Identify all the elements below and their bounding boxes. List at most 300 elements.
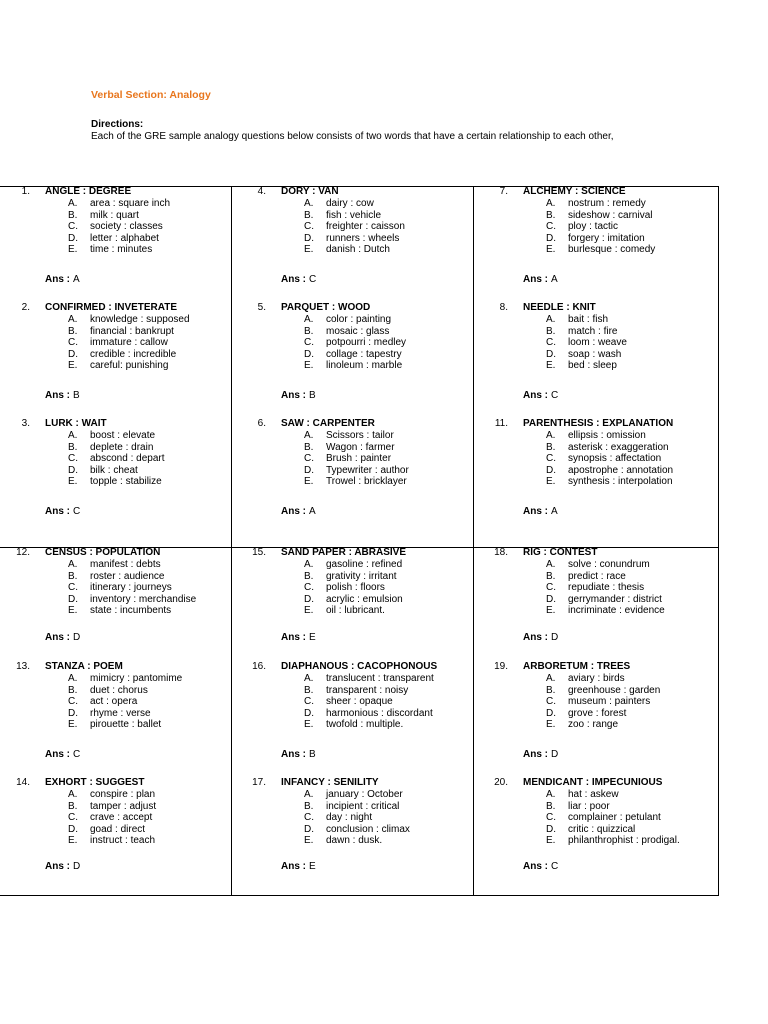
answer-option: [478, 824, 708, 836]
option-letter: E.: [304, 605, 314, 617]
answer-value: D: [73, 632, 81, 643]
question-number: 2.: [21, 302, 30, 313]
answer-option: [478, 594, 708, 606]
option-text: sheer : opaque: [326, 696, 393, 708]
answer-option: [0, 719, 230, 731]
answer-option: [478, 708, 708, 720]
question-stem: MENDICANT : IMPECUNIOUS: [523, 777, 663, 788]
answer-label: Ans :: [281, 632, 306, 643]
question-header: [0, 186, 230, 198]
question-number: 8.: [499, 302, 508, 313]
answer-label: Ans :: [523, 861, 548, 872]
option-letter: B.: [68, 800, 78, 812]
question-3: [0, 418, 230, 488]
option-text: twofold : multiple.: [326, 719, 404, 731]
option-text: crave : accept: [90, 812, 153, 824]
question-number: 7.: [499, 186, 508, 197]
question-header: [0, 547, 230, 559]
option-letter: C.: [546, 812, 556, 824]
answer-option: [236, 430, 466, 442]
option-text: repudiate : thesis: [568, 582, 645, 594]
answer-option: [0, 594, 230, 606]
answer-option: [0, 476, 230, 488]
answer-key: [281, 861, 316, 872]
answer-option: [478, 571, 708, 583]
option-text: apostrophe : annotation: [568, 464, 674, 476]
question-header: [236, 661, 466, 673]
question-number: 14.: [16, 777, 30, 788]
answer-option: [478, 605, 708, 617]
question-stem: INFANCY : SENILITY: [281, 777, 379, 788]
question-17: [236, 777, 466, 847]
answer-option: [478, 685, 708, 697]
option-text: transparent : noisy: [326, 684, 409, 696]
answer-option: [478, 719, 708, 731]
answer-label: Ans :: [281, 749, 306, 760]
option-text: dairy : cow: [326, 198, 374, 209]
option-text: grativity : irritant: [326, 570, 397, 582]
option-letter: A.: [304, 673, 314, 684]
answer-option: [478, 476, 708, 488]
option-text: Trowel : bricklayer: [326, 476, 407, 488]
option-letter: D.: [304, 348, 314, 360]
option-letter: D.: [68, 593, 78, 605]
option-letter: C.: [68, 696, 78, 708]
option-letter: A.: [304, 198, 314, 209]
option-letter: D.: [304, 593, 314, 605]
question-11: [478, 418, 708, 488]
question-stem: PARENTHESIS : EXPLANATION: [523, 418, 674, 429]
answer-option: [236, 442, 466, 454]
answer-key: [45, 390, 80, 401]
answer-option: [478, 430, 708, 442]
answer-option: [236, 708, 466, 720]
option-letter: C.: [304, 221, 314, 233]
answer-value: D: [551, 749, 559, 760]
option-letter: E.: [546, 835, 556, 847]
option-text: soap : wash: [568, 348, 622, 360]
option-text: danish : Dutch: [326, 244, 390, 256]
option-text: goad : direct: [90, 823, 146, 835]
answer-option: [478, 221, 708, 233]
answer-option: [0, 360, 230, 372]
option-text: abscond : depart: [90, 453, 165, 465]
question-stem: LURK : WAIT: [45, 418, 107, 429]
answer-option: [0, 673, 230, 685]
option-letter: A.: [304, 559, 314, 570]
option-letter: D.: [68, 232, 78, 244]
answer-option: [236, 685, 466, 697]
option-text: sideshow : carnival: [568, 209, 653, 221]
option-text: forgery : imitation: [568, 232, 645, 244]
answer-value: B: [309, 749, 316, 760]
answer-option: [478, 198, 708, 210]
answer-option: [478, 582, 708, 594]
option-text: credible : incredible: [90, 348, 177, 360]
option-text: financial : bankrupt: [90, 325, 174, 337]
answer-option: [236, 360, 466, 372]
question-header: [478, 186, 708, 198]
answer-option: [236, 198, 466, 210]
answer-label: Ans :: [45, 274, 70, 285]
answer-option: [236, 801, 466, 813]
answer-option: [0, 337, 230, 349]
option-text: hat : askew: [568, 789, 619, 800]
section-title: Verbal Section: Analogy: [91, 89, 211, 101]
option-letter: D.: [304, 823, 314, 835]
question-stem: RIG : CONTEST: [523, 547, 598, 558]
option-letter: A.: [546, 673, 556, 684]
answer-value: A: [551, 506, 558, 517]
option-letter: A.: [68, 314, 78, 325]
option-letter: E.: [304, 360, 314, 372]
option-text: translucent : transparent: [326, 673, 434, 684]
option-text: Scissors : tailor: [326, 430, 394, 441]
question-18: [478, 547, 708, 617]
answer-option: [236, 824, 466, 836]
option-letter: C.: [546, 696, 556, 708]
question-stem: CONFIRMED : INVETERATE: [45, 302, 178, 313]
answer-option: [0, 210, 230, 222]
answer-option: [236, 465, 466, 477]
answer-option: [478, 453, 708, 465]
option-text: society : classes: [90, 221, 163, 233]
option-text: immature : callow: [90, 337, 168, 349]
option-text: deplete : drain: [90, 441, 154, 453]
option-letter: C.: [546, 582, 556, 594]
option-letter: B.: [304, 209, 314, 221]
answer-option: [0, 198, 230, 210]
answer-value: E: [309, 632, 316, 643]
answer-key: [523, 861, 558, 872]
option-text: acrylic : emulsion: [326, 593, 403, 605]
option-letter: D.: [546, 707, 556, 719]
option-text: linoleum : marble: [326, 360, 403, 372]
option-letter: E.: [68, 719, 78, 731]
option-text: ploy : tactic: [568, 221, 619, 233]
option-text: greenhouse : garden: [568, 684, 661, 696]
question-stem: ARBORETUM : TREES: [523, 661, 631, 672]
answer-option: [0, 430, 230, 442]
question-12: [0, 547, 230, 617]
option-letter: E.: [68, 244, 78, 256]
question-header: [0, 661, 230, 673]
answer-option: [478, 801, 708, 813]
option-text: bilk : cheat: [90, 464, 138, 476]
option-text: letter : alphabet: [90, 232, 159, 244]
answer-option: [236, 696, 466, 708]
answer-value: C: [551, 390, 559, 401]
answer-option: [0, 835, 230, 847]
option-text: rhyme : verse: [90, 707, 151, 719]
question-7: [478, 186, 708, 256]
answer-option: [0, 221, 230, 233]
option-text: january : October: [326, 789, 403, 800]
answer-option: [0, 605, 230, 617]
option-text: synopsis : affectation: [568, 453, 662, 465]
option-letter: A.: [68, 430, 78, 441]
option-text: grove : forest: [568, 707, 627, 719]
answer-label: Ans :: [45, 390, 70, 401]
option-text: area : square inch: [90, 198, 171, 209]
question-14: [0, 777, 230, 847]
option-letter: A.: [68, 673, 78, 684]
option-text: critic : quizzical: [568, 823, 636, 835]
option-letter: C.: [304, 453, 314, 465]
option-text: color : painting: [326, 314, 392, 325]
answer-value: D: [73, 861, 81, 872]
answer-label: Ans :: [523, 390, 548, 401]
option-letter: E.: [546, 719, 556, 731]
option-letter: A.: [546, 430, 556, 441]
option-text: collage : tapestry: [326, 348, 402, 360]
option-text: duet : chorus: [90, 684, 148, 696]
question-2: [0, 302, 230, 372]
option-text: incipient : critical: [326, 800, 400, 812]
option-letter: C.: [68, 221, 78, 233]
question-header: [478, 661, 708, 673]
question-header: [0, 302, 230, 314]
question-header: [236, 547, 466, 559]
option-letter: C.: [304, 696, 314, 708]
option-text: museum : painters: [568, 696, 651, 708]
question-number: 20.: [494, 777, 508, 788]
option-letter: C.: [304, 337, 314, 349]
option-letter: B.: [546, 441, 556, 453]
answer-value: A: [309, 506, 316, 517]
option-text: tamper : adjust: [90, 800, 157, 812]
option-text: bed : sleep: [568, 360, 617, 372]
question-stem: SAW : CARPENTER: [281, 418, 375, 429]
question-number: 11.: [494, 418, 508, 429]
answer-label: Ans :: [523, 506, 548, 517]
answer-option: [0, 685, 230, 697]
option-letter: B.: [304, 684, 314, 696]
option-letter: B.: [304, 325, 314, 337]
option-text: day : night: [326, 812, 373, 824]
question-stem: NEEDLE : KNIT: [523, 302, 596, 313]
answer-value: A: [551, 274, 558, 285]
answer-key: [281, 390, 316, 401]
option-text: careful: punishing: [90, 360, 169, 372]
option-text: bait : fish: [568, 314, 609, 325]
answer-option: [0, 349, 230, 361]
answer-option: [236, 233, 466, 245]
answer-option: [0, 582, 230, 594]
option-letter: D.: [304, 707, 314, 719]
answer-label: Ans :: [523, 274, 548, 285]
answer-option: [0, 559, 230, 571]
answer-option: [478, 244, 708, 256]
option-letter: D.: [546, 348, 556, 360]
question-number: 1.: [21, 186, 30, 197]
question-number: 6.: [257, 418, 266, 429]
option-text: milk : quart: [90, 209, 139, 221]
answer-key: [523, 749, 558, 760]
option-letter: E.: [304, 476, 314, 488]
answer-option: [0, 326, 230, 338]
question-number: 13.: [16, 661, 30, 672]
question-header: [478, 777, 708, 789]
answer-label: Ans :: [523, 749, 548, 760]
answer-option: [236, 244, 466, 256]
answer-option: [236, 812, 466, 824]
option-letter: A.: [304, 789, 314, 800]
answer-key: [45, 506, 80, 517]
option-letter: B.: [304, 570, 314, 582]
question-1: [0, 186, 230, 256]
answer-key: [45, 632, 80, 643]
option-text: match : fire: [568, 325, 618, 337]
answer-option: [236, 337, 466, 349]
question-19: [478, 661, 708, 731]
option-letter: A.: [546, 789, 556, 800]
option-text: nostrum : remedy: [568, 198, 646, 209]
question-4: [236, 186, 466, 256]
answer-option: [0, 812, 230, 824]
answer-option: [236, 559, 466, 571]
answer-option: [236, 594, 466, 606]
option-letter: C.: [68, 812, 78, 824]
answer-option: [478, 696, 708, 708]
answer-label: Ans :: [281, 861, 306, 872]
answer-key: [523, 632, 558, 643]
answer-value: A: [73, 274, 80, 285]
option-letter: C.: [304, 582, 314, 594]
option-letter: C.: [68, 337, 78, 349]
answer-value: C: [309, 274, 317, 285]
option-text: act : opera: [90, 696, 138, 708]
question-header: [236, 418, 466, 430]
option-letter: B.: [68, 209, 78, 221]
option-text: harmonious : discordant: [326, 707, 433, 719]
answer-key: [281, 632, 316, 643]
option-letter: A.: [304, 430, 314, 441]
answer-value: B: [309, 390, 316, 401]
option-text: Wagon : farmer: [326, 441, 395, 453]
answer-label: Ans :: [45, 506, 70, 517]
option-text: topple : stabilize: [90, 476, 162, 488]
answer-option: [236, 605, 466, 617]
option-letter: C.: [304, 812, 314, 824]
answer-option: [478, 442, 708, 454]
answer-option: [0, 824, 230, 836]
answer-option: [0, 571, 230, 583]
question-header: [478, 302, 708, 314]
option-letter: B.: [68, 325, 78, 337]
option-letter: E.: [546, 605, 556, 617]
option-letter: D.: [68, 823, 78, 835]
answer-option: [0, 801, 230, 813]
option-text: asterisk : exaggeration: [568, 441, 669, 453]
option-letter: C.: [68, 582, 78, 594]
answer-value: C: [551, 861, 559, 872]
answer-option: [236, 453, 466, 465]
answer-option: [478, 465, 708, 477]
answer-value: B: [73, 390, 80, 401]
option-text: polish : floors: [326, 582, 385, 594]
answer-value: E: [309, 861, 316, 872]
answer-option: [0, 442, 230, 454]
answer-label: Ans :: [45, 861, 70, 872]
option-letter: A.: [546, 198, 556, 209]
option-letter: E.: [304, 719, 314, 731]
answer-option: [0, 453, 230, 465]
question-16: [236, 661, 466, 731]
question-13: [0, 661, 230, 731]
answer-option: [236, 326, 466, 338]
option-text: complainer : petulant: [568, 812, 661, 824]
question-stem: EXHORT : SUGGEST: [45, 777, 145, 788]
answer-option: [478, 233, 708, 245]
answer-key: [281, 749, 316, 760]
question-header: [236, 186, 466, 198]
option-text: pirouette : ballet: [90, 719, 162, 731]
answer-option: [236, 673, 466, 685]
answer-label: Ans :: [281, 506, 306, 517]
option-letter: A.: [546, 314, 556, 325]
option-letter: A.: [68, 559, 78, 570]
answer-option: [478, 337, 708, 349]
answer-value: C: [73, 506, 81, 517]
question-number: 16.: [252, 661, 266, 672]
question-header: [236, 302, 466, 314]
option-letter: C.: [68, 453, 78, 465]
option-text: inventory : merchandise: [90, 593, 197, 605]
option-letter: C.: [546, 221, 556, 233]
answer-option: [236, 221, 466, 233]
answer-option: [0, 233, 230, 245]
option-letter: D.: [304, 464, 314, 476]
answer-key: [523, 274, 558, 285]
answer-option: [478, 326, 708, 338]
option-letter: E.: [546, 244, 556, 256]
answer-label: Ans :: [281, 274, 306, 285]
question-8: [478, 302, 708, 372]
option-text: fish : vehicle: [326, 209, 382, 221]
answer-option: [478, 812, 708, 824]
option-letter: D.: [546, 464, 556, 476]
question-stem: ALCHEMY : SCIENCE: [523, 186, 626, 197]
option-letter: E.: [546, 476, 556, 488]
answer-label: Ans :: [45, 749, 70, 760]
answer-option: [236, 835, 466, 847]
option-letter: A.: [68, 789, 78, 800]
option-letter: E.: [304, 835, 314, 847]
option-text: mosaic : glass: [326, 325, 390, 337]
option-letter: B.: [546, 800, 556, 812]
question-stem: DORY : VAN: [281, 186, 339, 197]
answer-option: [0, 789, 230, 801]
option-letter: B.: [68, 570, 78, 582]
option-letter: A.: [546, 559, 556, 570]
option-text: mimicry : pantomime: [90, 673, 183, 684]
answer-option: [478, 360, 708, 372]
question-number: 19.: [494, 661, 508, 672]
answer-value: C: [73, 749, 81, 760]
option-letter: B.: [304, 441, 314, 453]
answer-option: [236, 314, 466, 326]
option-letter: B.: [68, 684, 78, 696]
option-text: runners : wheels: [326, 232, 400, 244]
option-text: instruct : teach: [90, 835, 156, 847]
answer-key: [523, 506, 558, 517]
option-text: knowledge : supposed: [90, 314, 190, 325]
option-text: Brush : painter: [326, 453, 392, 465]
answer-label: Ans :: [45, 632, 70, 643]
question-6: [236, 418, 466, 488]
option-letter: B.: [546, 570, 556, 582]
